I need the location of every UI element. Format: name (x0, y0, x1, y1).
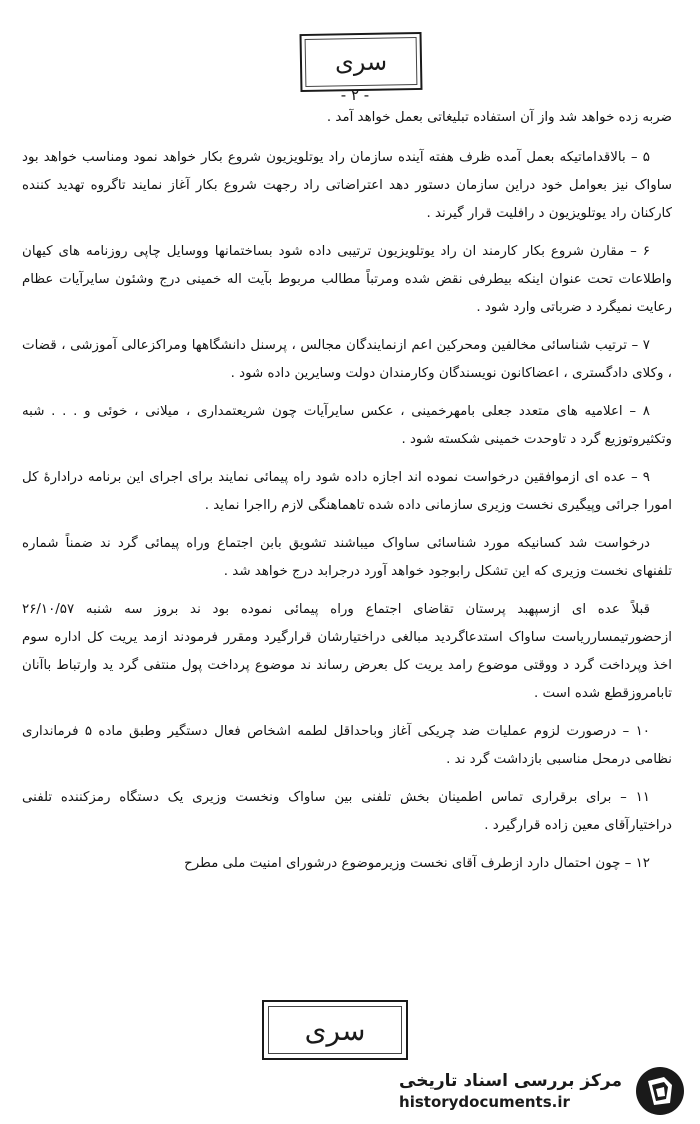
document-body (22, 104, 672, 888)
archive-logo-icon (634, 1065, 686, 1117)
archive-url: historydocuments.ir (399, 1093, 570, 1111)
paragraph-item-5: ۵ – بالاقداماتیکه بعمل آمده ظرف هفته آینده سازمان راد یوتلویزیون شروع بکار خواهد نمود ومناسب خواهد بود ساواک نیز بعوامل خود دراین سازمان دستور دهد اعتراضاتی راد رجهت شروع بکار آغاز نمایند تاگروه تهدید کننده کارکنان راد یوتلویزیون د رافلیت قرار گیرند . (22, 150, 672, 221)
archive-name: مرکز بررسی اسناد تاریخی (399, 1071, 622, 1091)
paragraph-1: ضربه زده خواهد شد واز آن استفاده تبلیغاتی بعمل خواهد آمد . (326, 110, 672, 125)
paragraph-item-8: ۸ – اعلامیه های متعدد جعلی بامهرخمینی ، عکس سایرآیات چون شریعتمداری ، میلانی ، خوئی و . . . شبه وتکثیروتوزیع گرد د تاوحدت خمینی شکسته شود . (22, 404, 672, 447)
classification-stamp-bottom (262, 1000, 408, 1060)
classification-stamp-top-label: سری (334, 47, 388, 77)
watermark-text (399, 1071, 622, 1111)
classification-stamp-top (300, 32, 423, 92)
page-number: - ۲ - (340, 86, 370, 104)
paragraph-item-6: ۶ – مقارن شروع بکار کارمند ان راد یوتلویزیون ترتیبی داده شود بساختمانها ووسایل چاپی روزنامه های کیهان واطلاعات تحت عنوان اینکه بیطرفی نقض شده ومرتباً مطالب مربوط بآیت اله خمینی درج وشئون سایرآیات عظام رعایت نمیگرد د ضرباتی وارد شود . (22, 244, 672, 315)
paragraph-item-12: ۱۲ – چون احتمال دارد ازطرف آقای نخست وزیرموضوع درشورای امنیت ملی مطرح (184, 856, 650, 871)
paragraph-previous: قبلاً عده ای ازسپهبد پرستان تقاضای اجتماع وراه پیمائی نموده بود ند بروز سه شنبه ۲۶/۱۰/۵۷ ازحضورتیمسارریاست ساواک استدعاگردید مبالغی دراختیارشان قرارگیرد ومقرر فرمودند ازمد یریت کل اداره سوم اخذ وپرداخت گرد د ووقتی موضوع رامد یریت کل بعرض رساند ند موضوع پرداخت پول منتفی گرد ید وارتباط باآنان تابامروزقطع شده است . (22, 602, 672, 701)
paragraph-item-9: ۹ – عده ای ازموافقین درخواست نموده اند اجازه داده شود راه پیمائی نمایند برای اجرای این برنامه درادارهٔ کل امورا جرائی وپیگیری نخست وزیری سازمانی داده شده تاهماهنگی لازم رااجرا نماید . (22, 470, 672, 513)
paragraph-item-7: ۷ – ترتیب شناسائی مخالفین ومحرکین اعم ازنمایندگان مجالس ، پرسنل دانشگاهها ومراکزعالی آموزشی ، قضات ، وکلای دادگستری ، اعضاکانون نویسندگان وکارمندان دولت وسایرین داده شود . (22, 338, 672, 381)
paragraph-request: درخواست شد کسانیکه مورد شناسائی ساواک میباشند تشویق بابن اجتماع وراه پیمائی گرد ند ضمناً شماره تلفنهای نخست وزیری که این تشکل رابوجود خواهد آورد درجرابد درج خواهد شد . (22, 536, 672, 579)
classification-stamp-bottom-label: سری (304, 1013, 366, 1047)
paragraph-item-11: ۱۱ – برای برقراری تماس اطمینان بخش تلفنی بین ساواک ونخست وزیری یک دستگاه رمزکننده تلفنی دراختیارآقای معین زاده قرارگیرد . (22, 790, 672, 833)
paragraph-item-10: ۱۰ – درصورت لزوم عملیات ضد چریکی آغاز وباحداقل لطمه اشخاص فعال دستگیر وطبق ماده ۵ فرمانداری نظامی درمحل مناسبی بازداشت گرد ند . (22, 724, 672, 767)
watermark-footer (346, 1062, 686, 1120)
